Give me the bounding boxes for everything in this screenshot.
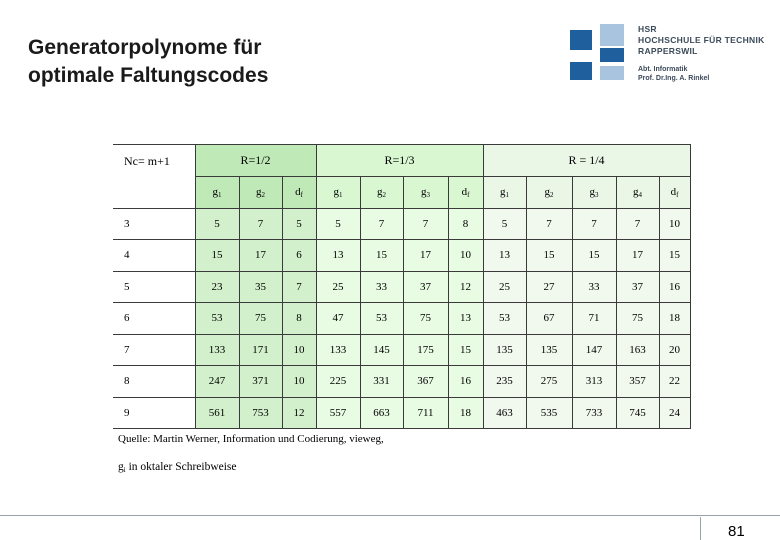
table-cell: 711	[403, 397, 448, 429]
table-row	[113, 240, 690, 272]
table-cell: 17	[403, 240, 448, 272]
table-body	[113, 208, 690, 429]
table-cell: 10	[448, 240, 483, 272]
table-cell: 145	[360, 334, 403, 366]
table-cell: 18	[448, 397, 483, 429]
table-cell: 13	[483, 240, 526, 272]
table-cell: 5	[483, 208, 526, 240]
row-nc-cell: 3	[113, 208, 195, 240]
table-cell: 147	[572, 334, 616, 366]
column-header: $g_3$	[403, 177, 448, 209]
column-header: $g_2$	[526, 177, 572, 209]
row-nc-cell: 7	[113, 334, 195, 366]
column-header: $d_f$	[448, 177, 483, 209]
table-cell: 8	[448, 208, 483, 240]
column-header: $d_f$	[282, 177, 316, 209]
table-cell: 7	[360, 208, 403, 240]
octal-note: $g_i$ in oktaler Schreibweise	[118, 461, 237, 474]
table-cell: 463	[483, 397, 526, 429]
table-cell: 13	[316, 240, 360, 272]
table-cell: 12	[448, 271, 483, 303]
table-row	[113, 208, 690, 240]
table-cell: 22	[659, 366, 690, 398]
group-header-r14: R = 1/4	[483, 145, 690, 177]
table-cell: 753	[239, 397, 282, 429]
group-header-r13: R=1/3	[316, 145, 483, 177]
table-cell: 175	[403, 334, 448, 366]
table-cell: 7	[616, 208, 659, 240]
table-cell: 135	[483, 334, 526, 366]
table-row	[113, 366, 690, 398]
department: Abt. Informatik	[638, 66, 688, 73]
table-cell: 7	[282, 271, 316, 303]
table-cell: 163	[616, 334, 659, 366]
table-cell: 35	[239, 271, 282, 303]
table-cell: 15	[195, 240, 239, 272]
hsr-logo-text	[638, 24, 765, 57]
table-cell: 37	[403, 271, 448, 303]
table-row	[113, 334, 690, 366]
nc-header: Nc= m+1	[113, 145, 195, 209]
table-cell: 15	[526, 240, 572, 272]
table-cell: 7	[239, 208, 282, 240]
table-cell: 37	[616, 271, 659, 303]
table-cell: 8	[282, 303, 316, 335]
table-cell: 75	[239, 303, 282, 335]
table-cell: 7	[403, 208, 448, 240]
table-row	[113, 397, 690, 429]
table-cell: 5	[195, 208, 239, 240]
column-header: $d_f$	[659, 177, 690, 209]
table-cell: 247	[195, 366, 239, 398]
logo-line: HOCHSCHULE FÜR TECHNIK	[638, 35, 765, 45]
table-cell: 17	[616, 240, 659, 272]
table-cell: 561	[195, 397, 239, 429]
column-header: $g_1$	[483, 177, 526, 209]
table-cell: 15	[360, 240, 403, 272]
column-header: $g_1$	[316, 177, 360, 209]
table-cell: 13	[448, 303, 483, 335]
table-cell: 20	[659, 334, 690, 366]
table-cell: 313	[572, 366, 616, 398]
column-header: $g_2$	[360, 177, 403, 209]
title-line-2: optimale Faltungscodes	[28, 64, 269, 87]
table-cell: 7	[572, 208, 616, 240]
table-cell: 367	[403, 366, 448, 398]
table-cell: 71	[572, 303, 616, 335]
table-cell: 133	[195, 334, 239, 366]
table-cell: 557	[316, 397, 360, 429]
table-cell: 733	[572, 397, 616, 429]
table-cell: 25	[316, 271, 360, 303]
table-cell: 5	[282, 208, 316, 240]
row-nc-cell: 6	[113, 303, 195, 335]
table-cell: 7	[526, 208, 572, 240]
table-cell: 53	[483, 303, 526, 335]
logo-line: HSR	[638, 24, 657, 34]
row-nc-cell: 9	[113, 397, 195, 429]
table-cell: 33	[572, 271, 616, 303]
table-cell: 371	[239, 366, 282, 398]
table-cell: 10	[282, 366, 316, 398]
group-header-r12: R=1/2	[195, 145, 316, 177]
table-cell: 6	[282, 240, 316, 272]
column-header: $g_4$	[616, 177, 659, 209]
table-cell: 535	[526, 397, 572, 429]
table-cell: 33	[360, 271, 403, 303]
slide-title	[28, 34, 358, 90]
professor: Prof. Dr.Ing. A. Rinkel	[638, 75, 710, 82]
table-cell: 15	[659, 240, 690, 272]
table-cell: 133	[316, 334, 360, 366]
table-cell: 53	[195, 303, 239, 335]
table-cell: 235	[483, 366, 526, 398]
logo-line: RAPPERSWIL	[638, 46, 698, 56]
table-cell: 663	[360, 397, 403, 429]
table-cell: 275	[526, 366, 572, 398]
table-cell: 75	[403, 303, 448, 335]
table-cell: 331	[360, 366, 403, 398]
table-cell: 25	[483, 271, 526, 303]
row-nc-cell: 4	[113, 240, 195, 272]
table-cell: 27	[526, 271, 572, 303]
column-header: $g_3$	[572, 177, 616, 209]
table-cell: 135	[526, 334, 572, 366]
table-cell: 53	[360, 303, 403, 335]
table-cell: 10	[659, 208, 690, 240]
table-cell: 171	[239, 334, 282, 366]
generator-polynomial-table	[113, 144, 691, 429]
table-cell: 18	[659, 303, 690, 335]
table-cell: 75	[616, 303, 659, 335]
title-line-1: Generatorpolynome für	[28, 36, 262, 59]
source-citation: Quelle: Martin Werner, Information und Codierung, vieweg,	[118, 433, 384, 445]
table-row	[113, 303, 690, 335]
table-cell: 17	[239, 240, 282, 272]
table-cell: 357	[616, 366, 659, 398]
table-cell: 16	[659, 271, 690, 303]
department-info	[638, 65, 709, 83]
table-cell: 16	[448, 366, 483, 398]
table-row	[113, 271, 690, 303]
table-cell: 15	[448, 334, 483, 366]
table-cell: 47	[316, 303, 360, 335]
table-cell: 225	[316, 366, 360, 398]
table-cell: 15	[572, 240, 616, 272]
table-cell: 10	[282, 334, 316, 366]
column-header: $g_2$	[239, 177, 282, 209]
table-cell: 12	[282, 397, 316, 429]
footer-divider	[0, 515, 780, 516]
row-nc-cell: 5	[113, 271, 195, 303]
hsr-logo-icon	[570, 24, 630, 84]
column-header: $g_1$	[195, 177, 239, 209]
row-nc-cell: 8	[113, 366, 195, 398]
table-cell: 24	[659, 397, 690, 429]
page-number: 81	[728, 523, 745, 540]
table-cell: 5	[316, 208, 360, 240]
table-cell: 23	[195, 271, 239, 303]
table-cell: 67	[526, 303, 572, 335]
table-cell: 745	[616, 397, 659, 429]
